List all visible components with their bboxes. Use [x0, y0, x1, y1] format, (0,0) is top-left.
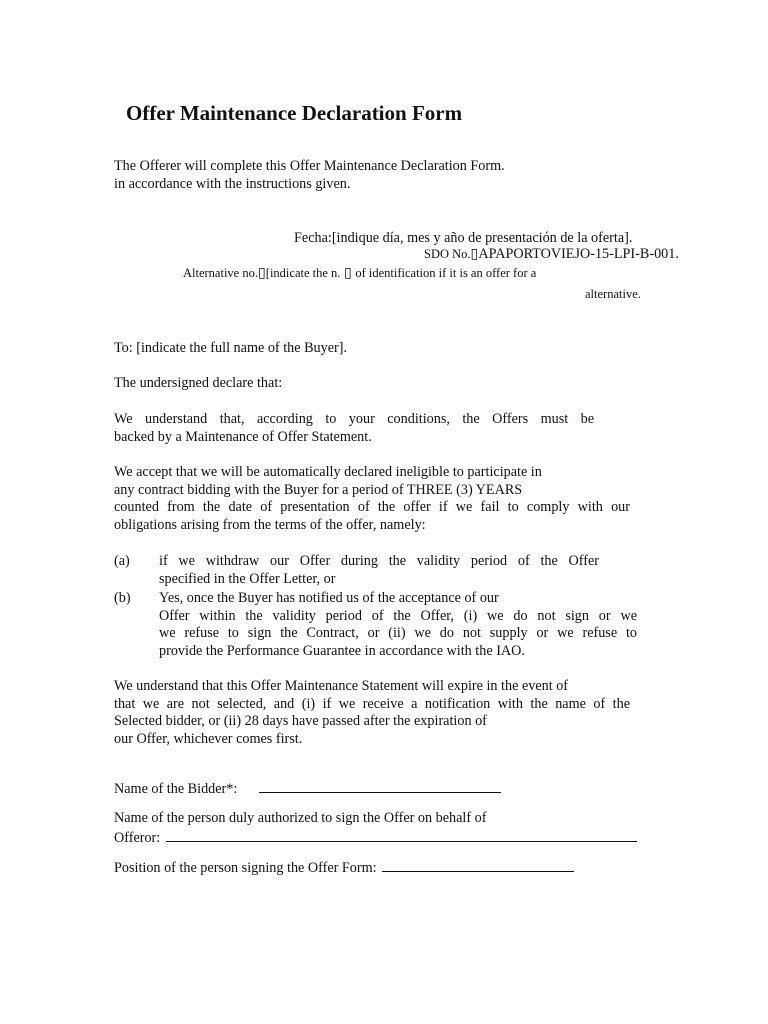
offeror-label: Offeror: [114, 829, 161, 846]
paragraph-offers [114, 411, 594, 446]
paragraph-line: counted from the date of presentation of the offer if we fail to comply with our [114, 499, 630, 515]
list-item-line: provide the Performance Guarantee in accordance with the IAO. [159, 642, 525, 659]
alternative-text-2: of identification if it is an offer for a [355, 266, 537, 280]
paragraph-line: that we are not selected, and (i) if we receive a notification with the name of the [114, 695, 630, 712]
sdo-number [424, 246, 679, 263]
list-item-line: Offer within the validity period of the Offer, (i) we do not sign or we [159, 607, 637, 624]
paragraph-line: We understand that this Offer Maintenance Statement will expire in the event of [114, 678, 569, 694]
alternative-text: [indicate the n. [265, 266, 341, 280]
position-field[interactable] [382, 858, 574, 872]
list-item-label: (b) [114, 590, 131, 606]
offeror-line [114, 828, 638, 848]
intro-text [114, 158, 638, 193]
list-item-line: Yes, once the Buyer has notified us of the acceptance of our [159, 590, 499, 606]
intro-line-2: in accordance with the instructions given. [114, 175, 351, 192]
date-field: Fecha:[indique día, mes y año de presentación de la oferta]. [294, 230, 633, 246]
bidder-name-row [114, 779, 638, 799]
position-label: Position of the person signing the Offer Form: [114, 860, 377, 876]
paragraph-line: We accept that we will be automatically declared ineligible to participate in [114, 464, 542, 480]
missing-glyph-icon: ▯ [257, 265, 266, 281]
authorized-person-row [114, 810, 638, 847]
paragraph-ineligible [114, 464, 630, 534]
bidder-name-label: Name of the Bidder*: [114, 781, 238, 797]
authorized-person-label: Name of the person duly authorized to sign the Offer on behalf of [114, 810, 487, 826]
list-item-line: we refuse to sign the Contract, or (ii) we do not supply or we refuse to [159, 625, 637, 641]
paragraph-line: any contract bidding with the Buyer for a period of THREE (3) YEARS [114, 481, 523, 498]
paragraph-line: obligations arising from the terms of the offer, namely: [114, 516, 426, 533]
declare-line: The undersigned declare that: [114, 375, 283, 391]
position-row [114, 858, 638, 878]
authorized-person-field[interactable] [166, 828, 637, 842]
alternative-end: alternative. [585, 287, 641, 301]
list-item-line: if we withdraw our Offer during the validity period of the Offer [159, 553, 599, 569]
paragraph-line: We understand that, according to your conditions, the Offers must be [114, 411, 594, 427]
paragraph-line: backed by a Maintenance of Offer Statement. [114, 428, 372, 445]
paragraph-line: Selected bidder, or (ii) 28 days have passed after the expiration of [114, 713, 487, 729]
missing-glyph-icon: ▯ [470, 246, 479, 262]
bidder-name-field[interactable] [259, 779, 501, 793]
list-item-line: specified in the Offer Letter, or [159, 570, 336, 587]
alternative-prefix: Alternative no. [183, 266, 258, 280]
page-title: Offer Maintenance Declaration Form [126, 101, 463, 125]
intro-line-1: The Offerer will complete this Offer Maintenance Declaration Form. [114, 158, 505, 174]
sdo-value: APAPORTOVIEJO-15-LPI-B-001. [478, 246, 679, 262]
alternative-number [183, 265, 536, 282]
list-item-label: (a) [114, 553, 130, 569]
missing-glyph-icon: ▯ [343, 265, 352, 281]
sdo-prefix: SDO No. [424, 247, 471, 261]
paragraph-expiry [114, 678, 630, 748]
paragraph-line: our Offer, whichever comes first. [114, 730, 303, 747]
to-line: To: [indicate the full name of the Buyer]. [114, 340, 348, 356]
